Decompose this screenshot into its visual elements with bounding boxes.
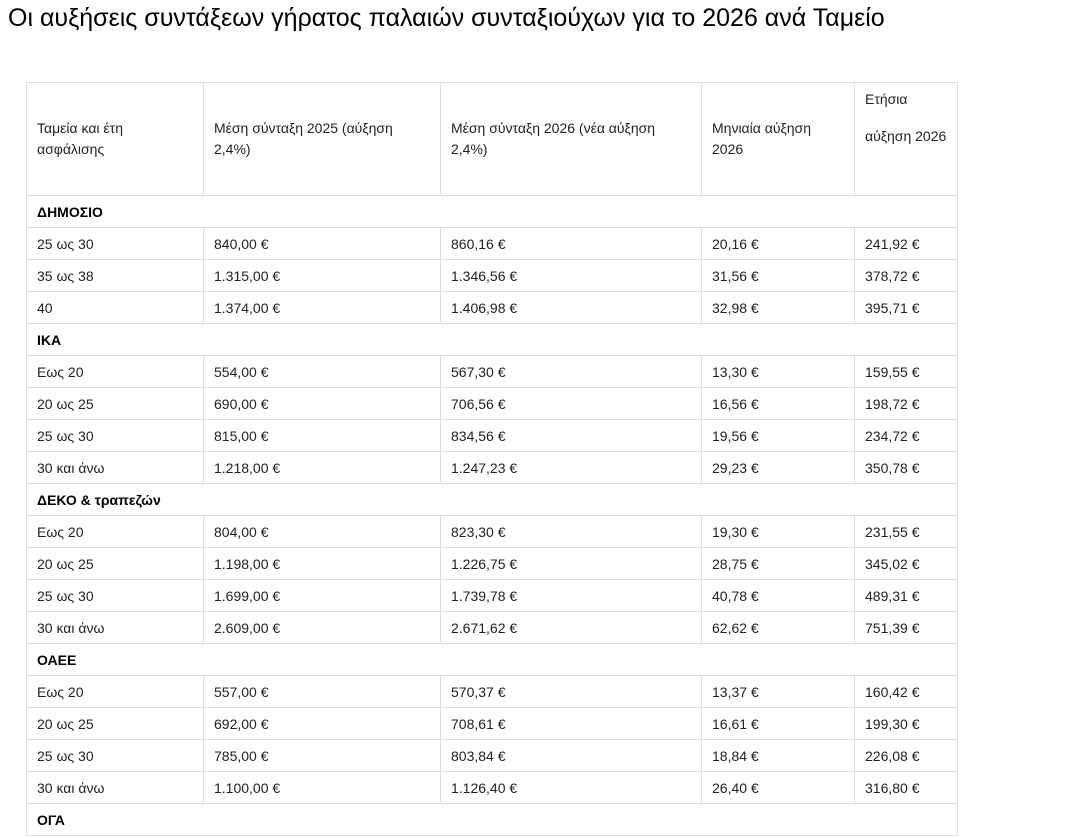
table-row bbox=[27, 356, 958, 388]
cell-monthly-increase: 19,30 € bbox=[702, 516, 855, 548]
cell-annual-increase: 350,78 € bbox=[855, 452, 958, 484]
cell-pension-2025: 815,00 € bbox=[204, 420, 441, 452]
cell-monthly-increase: 13,30 € bbox=[702, 356, 855, 388]
table-row bbox=[27, 548, 958, 580]
cell-annual-increase: 160,42 € bbox=[855, 676, 958, 708]
cell-pension-2025: 1.198,00 € bbox=[204, 548, 441, 580]
cell-monthly-increase: 16,56 € bbox=[702, 388, 855, 420]
cell-pension-2026: 803,84 € bbox=[441, 740, 702, 772]
cell-annual-increase: 395,71 € bbox=[855, 292, 958, 324]
cell-pension-2025: 1.315,00 € bbox=[204, 260, 441, 292]
cell-monthly-increase: 62,62 € bbox=[702, 612, 855, 644]
table-row bbox=[27, 708, 958, 740]
cell-pension-2026: 1.406,98 € bbox=[441, 292, 702, 324]
header-pension-2026: Μέση σύνταξη 2026 (νέα αύξηση 2,4%) bbox=[441, 83, 702, 196]
cell-pension-2026: 1.126,40 € bbox=[441, 772, 702, 804]
cell-pension-2026: 834,56 € bbox=[441, 420, 702, 452]
cell-years: Εως 20 bbox=[27, 676, 204, 708]
cell-pension-2026: 570,37 € bbox=[441, 676, 702, 708]
cell-monthly-increase: 13,37 € bbox=[702, 676, 855, 708]
cell-pension-2026: 2.671,62 € bbox=[441, 612, 702, 644]
cell-pension-2026: 567,30 € bbox=[441, 356, 702, 388]
pensions-table bbox=[26, 82, 958, 836]
cell-years: 30 και άνω bbox=[27, 612, 204, 644]
cell-monthly-increase: 31,56 € bbox=[702, 260, 855, 292]
cell-years: 20 ως 25 bbox=[27, 388, 204, 420]
cell-annual-increase: 751,39 € bbox=[855, 612, 958, 644]
section-header-row bbox=[27, 644, 958, 676]
cell-monthly-increase: 28,75 € bbox=[702, 548, 855, 580]
cell-annual-increase: 199,30 € bbox=[855, 708, 958, 740]
cell-pension-2025: 554,00 € bbox=[204, 356, 441, 388]
cell-monthly-increase: 18,84 € bbox=[702, 740, 855, 772]
table-row bbox=[27, 612, 958, 644]
table-row bbox=[27, 772, 958, 804]
cell-monthly-increase: 20,16 € bbox=[702, 228, 855, 260]
header-fund-years: Ταμεία και έτη ασφάλισης bbox=[27, 83, 204, 196]
header-monthly-increase: Μηνιαία αύξηση 2026 bbox=[702, 83, 855, 196]
cell-pension-2025: 1.374,00 € bbox=[204, 292, 441, 324]
cell-monthly-increase: 19,56 € bbox=[702, 420, 855, 452]
cell-pension-2026: 823,30 € bbox=[441, 516, 702, 548]
header-annual-line2: αύξηση 2026 bbox=[865, 128, 947, 144]
cell-years: 30 και άνω bbox=[27, 772, 204, 804]
cell-years: 25 ως 30 bbox=[27, 580, 204, 612]
cell-years: 20 ως 25 bbox=[27, 548, 204, 580]
cell-pension-2026: 860,16 € bbox=[441, 228, 702, 260]
table-row bbox=[27, 292, 958, 324]
cell-pension-2025: 690,00 € bbox=[204, 388, 441, 420]
cell-years: Εως 20 bbox=[27, 516, 204, 548]
cell-pension-2025: 785,00 € bbox=[204, 740, 441, 772]
cell-pension-2025: 557,00 € bbox=[204, 676, 441, 708]
table-row bbox=[27, 228, 958, 260]
cell-pension-2026: 1.346,56 € bbox=[441, 260, 702, 292]
cell-annual-increase: 231,55 € bbox=[855, 516, 958, 548]
cell-annual-increase: 489,31 € bbox=[855, 580, 958, 612]
cell-years: 25 ως 30 bbox=[27, 228, 204, 260]
section-header-row bbox=[27, 196, 958, 228]
header-annual-gap bbox=[865, 110, 947, 126]
header-annual-line1: Ετήσια bbox=[865, 91, 908, 107]
table-row bbox=[27, 420, 958, 452]
cell-pension-2026: 706,56 € bbox=[441, 388, 702, 420]
table-header-row bbox=[27, 83, 958, 196]
section-name: ΟΑΕΕ bbox=[27, 644, 958, 676]
cell-pension-2025: 804,00 € bbox=[204, 516, 441, 548]
cell-pension-2026: 1.226,75 € bbox=[441, 548, 702, 580]
section-header-row bbox=[27, 804, 958, 836]
cell-pension-2025: 1.218,00 € bbox=[204, 452, 441, 484]
cell-years: 35 ως 38 bbox=[27, 260, 204, 292]
cell-pension-2025: 2.609,00 € bbox=[204, 612, 441, 644]
cell-pension-2025: 1.100,00 € bbox=[204, 772, 441, 804]
cell-years: Εως 20 bbox=[27, 356, 204, 388]
cell-annual-increase: 316,80 € bbox=[855, 772, 958, 804]
cell-pension-2025: 1.699,00 € bbox=[204, 580, 441, 612]
section-name: ΙΚΑ bbox=[27, 324, 958, 356]
header-pension-2025: Μέση σύνταξη 2025 (αύξηση 2,4%) bbox=[204, 83, 441, 196]
table-row bbox=[27, 676, 958, 708]
table-row bbox=[27, 260, 958, 292]
cell-monthly-increase: 32,98 € bbox=[702, 292, 855, 324]
cell-years: 20 ως 25 bbox=[27, 708, 204, 740]
cell-monthly-increase: 16,61 € bbox=[702, 708, 855, 740]
cell-monthly-increase: 29,23 € bbox=[702, 452, 855, 484]
cell-annual-increase: 198,72 € bbox=[855, 388, 958, 420]
page-title: Οι αυξήσεις συντάξεων γήρατος παλαιών συνταξιούχων για το 2026 ανά Ταμείο bbox=[8, 4, 885, 32]
cell-annual-increase: 226,08 € bbox=[855, 740, 958, 772]
cell-annual-increase: 378,72 € bbox=[855, 260, 958, 292]
cell-pension-2026: 1.247,23 € bbox=[441, 452, 702, 484]
cell-years: 40 bbox=[27, 292, 204, 324]
cell-annual-increase: 234,72 € bbox=[855, 420, 958, 452]
section-header-row bbox=[27, 324, 958, 356]
table-row bbox=[27, 388, 958, 420]
cell-pension-2026: 1.739,78 € bbox=[441, 580, 702, 612]
table-row bbox=[27, 580, 958, 612]
section-header-row bbox=[27, 484, 958, 516]
cell-monthly-increase: 40,78 € bbox=[702, 580, 855, 612]
table-row bbox=[27, 740, 958, 772]
cell-annual-increase: 241,92 € bbox=[855, 228, 958, 260]
section-name: ΔΕΚΟ & τραπεζών bbox=[27, 484, 958, 516]
cell-annual-increase: 159,55 € bbox=[855, 356, 958, 388]
cell-annual-increase: 345,02 € bbox=[855, 548, 958, 580]
cell-years: 25 ως 30 bbox=[27, 740, 204, 772]
section-name: ΔΗΜΟΣΙΟ bbox=[27, 196, 958, 228]
table-body bbox=[27, 196, 958, 836]
section-name: ΟΓΑ bbox=[27, 804, 958, 836]
cell-years: 25 ως 30 bbox=[27, 420, 204, 452]
table-row bbox=[27, 516, 958, 548]
cell-monthly-increase: 26,40 € bbox=[702, 772, 855, 804]
table-row bbox=[27, 452, 958, 484]
cell-pension-2025: 840,00 € bbox=[204, 228, 441, 260]
cell-pension-2025: 692,00 € bbox=[204, 708, 441, 740]
pensions-table-container bbox=[26, 82, 958, 836]
cell-years: 30 και άνω bbox=[27, 452, 204, 484]
header-annual-increase bbox=[855, 83, 958, 196]
cell-pension-2026: 708,61 € bbox=[441, 708, 702, 740]
